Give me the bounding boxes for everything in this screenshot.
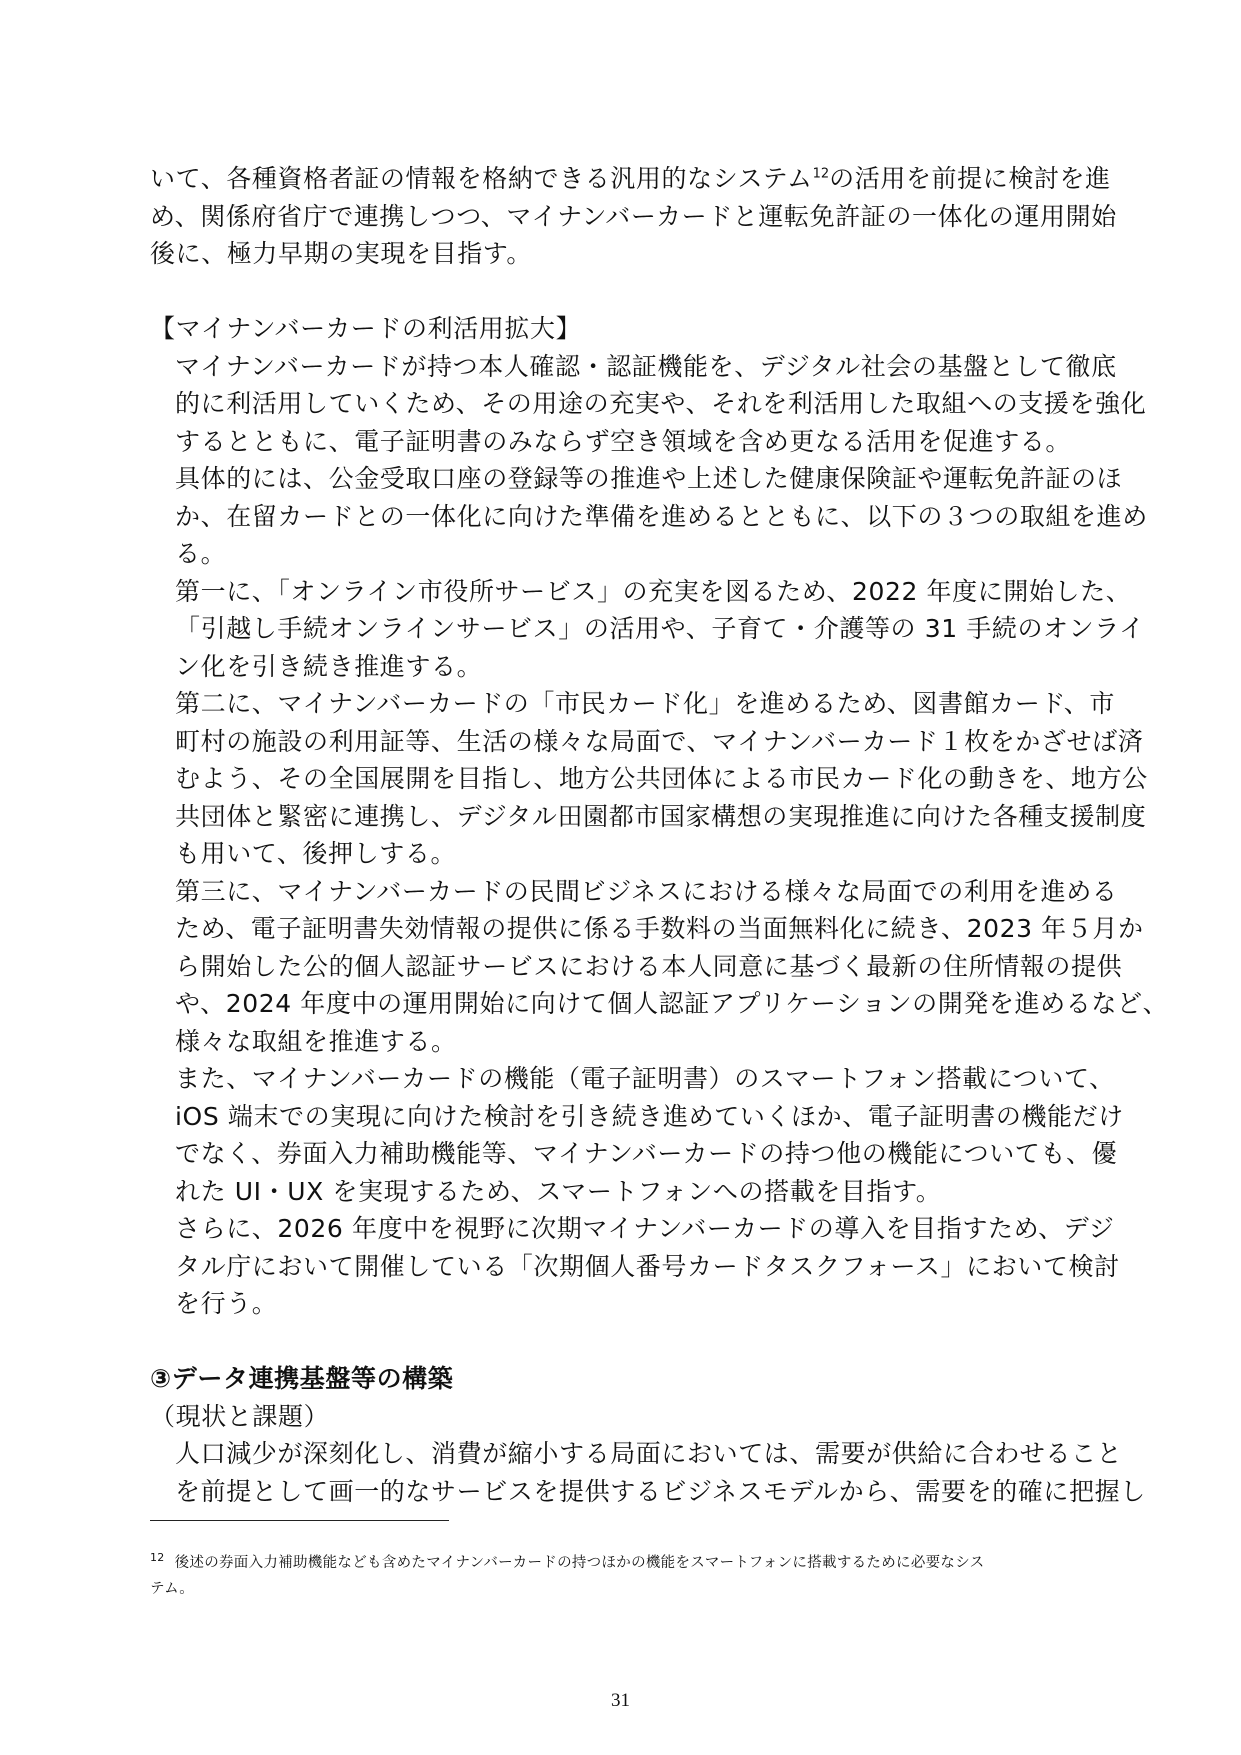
text-line (150, 160, 1111, 198)
paragraph-myna-7 (150, 1210, 1120, 1323)
paragraph-myna-3 (150, 573, 1145, 686)
text-line: ン化を引き続き推進する。 (175, 651, 483, 681)
footnote-line (150, 1550, 1090, 1576)
footnote-text: テム。 (150, 1581, 195, 1597)
footnote-mark: 12 (150, 1551, 165, 1565)
text-line: マイナンバーカードが持つ本人確認・認証機能を、デジタル社会の基盤として徹底 (175, 351, 1117, 381)
subheading-text: （現状と課題） (150, 1401, 330, 1431)
text-line: 第三に、マイナンバーカードの民間ビジネスにおける様々な局面での利用を進める (175, 876, 1118, 906)
text-line: か、在留カードとの一体化に向けた準備を進めるとともに、以下の３つの取組を進め (175, 501, 1148, 531)
text-line: 「引越し手続オンラインサービス」の活用や、子育て・介護等の 31 手続のオンライ (175, 614, 1145, 643)
text-line: 後に、極力早期の実現を目指す。 (150, 239, 533, 268)
footnote-divider (150, 1520, 449, 1521)
paragraph-myna-1 (150, 348, 1147, 461)
paragraph-myna-2 (150, 460, 1148, 573)
paragraph-myna-6 (150, 1060, 1124, 1210)
text-span: いて、各種資格者証の情報を格納できる汎用的なシステム (150, 164, 813, 193)
text-line: むよう、その全国展開を目指し、地方公共団体による市民カード化の動きを、地方公 (175, 764, 1148, 793)
text-line: 具体的には、公金受取口座の登録等の推進や上述した健康保険証や運転免許証のほ (175, 464, 1123, 493)
section-title (150, 310, 1090, 348)
text-line: も用いて、後押しする。 (175, 839, 457, 868)
text-span: の活用を前提に検討を進 (829, 164, 1111, 193)
text-line: さらに、2026 年度中を視野に次期マイナンバーカードの導入を目指すため、デジ (175, 1214, 1115, 1243)
text-line: を行う。 (175, 1289, 278, 1318)
text-line: 共団体と緊密に連携し、デジタル田園都市国家構想の実現推進に向けた各種支援制度 (175, 801, 1147, 831)
text-line: するとともに、電子証明書のみならず空き領域を含め更なる活用を促進する。 (175, 426, 1072, 456)
text-line: iOS 端末での実現に向けた検討を引き続き進めていくほか、電子証明書の機能だけ (175, 1101, 1124, 1131)
text-line: でなく、券面入力補助機能等、マイナンバーカードの持つ他の機能についても、優 (175, 1139, 1118, 1168)
spacer (150, 273, 1090, 311)
section-heading (150, 1360, 1090, 1398)
text-line: を前提として画一的なサービスを提供するビジネスモデルから、需要を的確に把握し (175, 1476, 1146, 1506)
spacer (150, 1323, 1090, 1361)
section-title-text: 【マイナンバーカードの利活用拡大】 (150, 314, 582, 343)
text-line: め、関係府省庁で連携しつつ、マイナンバーカードと運転免許証の一体化の運用開始 (150, 201, 1117, 231)
page-number: 31 (611, 1690, 630, 1711)
text-line: ら開始した公的個人認証サービスにおける本人同意に基づく最新の住所情報の提供 (175, 951, 1123, 981)
text-line: タル庁において開催している「次期個人番号カードタスクフォース」において検討 (175, 1251, 1120, 1281)
paragraph-myna-4 (150, 685, 1148, 873)
footnote-text: 後述の券面入力補助機能なども含めたマイナンバーカードの持つほかの機能をスマートフォンに搭載するために必要なシス (174, 1555, 985, 1571)
text-line: 的に利活用していくため、その用途の充実や、それを利活用した取組への支援を強化 (175, 389, 1147, 418)
footnote (150, 1550, 1090, 1602)
body-text (150, 160, 1169, 1510)
text-line: る。 (175, 539, 227, 568)
intro-paragraph (150, 160, 1117, 273)
footnote-reference[interactable]: 12 (812, 166, 830, 182)
text-line: 町村の施設の利用証等、生活の様々な局面で、マイナンバーカード１枚をかざせば済 (175, 726, 1144, 756)
text-line: 第一に、「オンライン市役所サービス」の充実を図るため、2022 年度に開始した、 (175, 576, 1132, 606)
text-line: 第二に、マイナンバーカードの「市民カード化」を進めるため、図書館カード、市 (175, 689, 1115, 718)
text-line: れた UI・UX を実現するため、スマートフォンへの搭載を目指す。 (175, 1176, 942, 1206)
text-line: 人口減少が深刻化し、消費が縮小する局面においては、需要が供給に合わせること (175, 1439, 1123, 1468)
text-line: 様々な取組を推進する。 (175, 1026, 457, 1056)
text-line: や、2024 年度中の運用開始に向けて個人認証アプリケーションの開発を進めるなど、 (175, 989, 1169, 1018)
subheading (150, 1398, 1090, 1436)
text-line: また、マイナンバーカードの機能（電子証明書）のスマートフォン搭載について、 (175, 1064, 1115, 1093)
paragraph-myna-5 (150, 873, 1169, 1061)
paragraph-data-1 (150, 1435, 1146, 1510)
section-heading-text: ③データ連携基盤等の構築 (150, 1364, 454, 1393)
text-line: ため、電子証明書失効情報の提供に係る手数料の当面無料化に続き、2023 年５月か (175, 914, 1144, 943)
